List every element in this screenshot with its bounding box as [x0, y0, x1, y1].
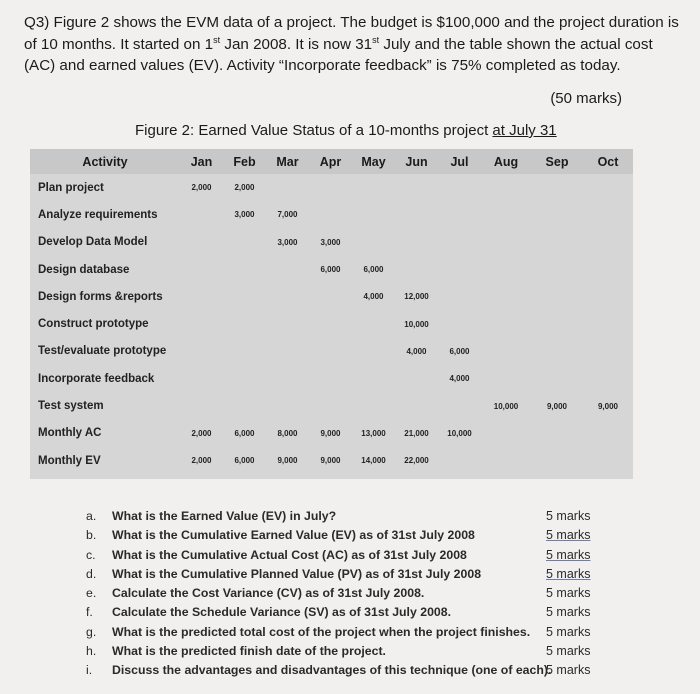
- table-row: [30, 392, 633, 419]
- value-cell: [352, 392, 395, 419]
- question-item: [86, 565, 646, 584]
- value-cell: [531, 229, 583, 256]
- value-cell: 7,000: [277, 210, 298, 220]
- activity-name: Design database: [38, 263, 130, 276]
- value-cell: [180, 201, 223, 228]
- value-cell: 3,000: [277, 237, 298, 247]
- value-cell: 4,000: [449, 374, 470, 384]
- value-cell: 22,000: [404, 456, 429, 466]
- value-cell: [180, 310, 223, 337]
- question-letter: b.: [86, 528, 97, 543]
- value-cell: 3,000: [320, 237, 341, 247]
- value-cell: [309, 174, 352, 201]
- header-month: Mar: [266, 149, 309, 174]
- value-cell: [481, 256, 531, 283]
- question-marks: 5 marks: [546, 547, 591, 562]
- value-cell: [481, 338, 531, 365]
- header-month: Jun: [395, 149, 438, 174]
- value-cell: [352, 174, 395, 201]
- value-cell: [223, 310, 266, 337]
- question-marks: 5 marks: [546, 605, 591, 620]
- intro-text-1: Q3) Figure 2 shows the EVM data of a project. The budget is $100,000 and the project duration is of 10 months. It started on 1: [24, 14, 679, 53]
- value-cell: [583, 174, 633, 201]
- value-cell: [583, 256, 633, 283]
- table-row: [30, 283, 633, 310]
- value-cell: [583, 447, 633, 474]
- question-letter: f.: [86, 605, 93, 620]
- question-marks: 5 marks: [546, 663, 591, 678]
- value-cell: [352, 338, 395, 365]
- value-cell: [531, 201, 583, 228]
- value-cell: [309, 201, 352, 228]
- header-month: Oct: [583, 149, 633, 174]
- value-cell: 6,000: [234, 456, 255, 466]
- value-cell: 9,000: [277, 456, 298, 466]
- value-cell: 6,000: [320, 265, 341, 275]
- question-marks: 5 marks: [546, 528, 591, 543]
- value-cell: [266, 392, 309, 419]
- value-cell: [583, 338, 633, 365]
- value-cell: 10,000: [493, 401, 519, 411]
- value-cell: [395, 365, 438, 392]
- intro-sup-1: st: [213, 34, 221, 45]
- activity-name: Analyze requirements: [38, 208, 158, 221]
- question-text: What is the predicted total cost of the project when the project finishes.: [112, 624, 531, 639]
- value-cell: 9,000: [320, 428, 341, 438]
- question-text: What is the Earned Value (EV) in July?: [112, 509, 337, 523]
- value-cell: [531, 365, 583, 392]
- value-cell: [180, 365, 223, 392]
- table-row: [30, 201, 633, 228]
- header-month: Apr: [309, 149, 352, 174]
- value-cell: 8,000: [277, 428, 298, 438]
- value-cell: [395, 256, 438, 283]
- question-item: [86, 526, 646, 545]
- value-cell: [438, 229, 481, 256]
- activity-name: Design forms &reports: [38, 290, 163, 303]
- question-marks: 5 marks: [546, 566, 591, 581]
- value-cell: [223, 338, 266, 365]
- evm-table-container: [30, 149, 633, 479]
- table-row: [30, 229, 633, 256]
- value-cell: [481, 365, 531, 392]
- value-cell: [438, 447, 481, 474]
- question-intro: [24, 12, 684, 77]
- question-letter: a.: [86, 509, 97, 523]
- question-letter: i.: [86, 663, 93, 678]
- value-cell: [531, 338, 583, 365]
- header-month: Feb: [223, 149, 266, 174]
- question-text: Calculate the Cost Variance (CV) as of 31st July 2008.: [112, 586, 425, 601]
- table-body: [30, 174, 633, 474]
- value-cell: 21,000: [404, 428, 429, 438]
- value-cell: [309, 283, 352, 310]
- activity-name: Plan project: [38, 181, 104, 194]
- figure-title-underlined: at July 31: [492, 122, 557, 139]
- value-cell: [481, 310, 531, 337]
- header-month: May: [352, 149, 395, 174]
- table-row: [30, 365, 633, 392]
- value-cell: [309, 310, 352, 337]
- question-item: [86, 546, 646, 565]
- activity-name: Construct prototype: [38, 318, 149, 331]
- table-row: [30, 174, 633, 201]
- question-item: [86, 507, 646, 526]
- value-cell: [180, 256, 223, 283]
- value-cell: [266, 310, 309, 337]
- value-cell: [180, 229, 223, 256]
- table-header-row: [30, 149, 633, 174]
- value-cell: [180, 283, 223, 310]
- question-letter: c.: [86, 547, 96, 562]
- value-cell: [309, 365, 352, 392]
- table-row: [30, 420, 633, 447]
- table-row: [30, 256, 633, 283]
- question-text: Discuss the advantages and disadvantages of this technique (one of each).: [112, 663, 552, 678]
- question-item: [86, 661, 646, 680]
- value-cell: [531, 283, 583, 310]
- question-letter: d.: [86, 566, 97, 581]
- figure-title: [135, 122, 557, 139]
- question-item: [86, 584, 646, 603]
- value-cell: [481, 201, 531, 228]
- table-row: [30, 447, 633, 474]
- question-letter: h.: [86, 644, 97, 659]
- value-cell: 9,000: [597, 401, 619, 411]
- value-cell: [481, 420, 531, 447]
- header-month: Sep: [531, 149, 583, 174]
- value-cell: [266, 174, 309, 201]
- value-cell: 4,000: [406, 346, 427, 356]
- table-row: [30, 310, 633, 337]
- value-cell: [266, 256, 309, 283]
- value-cell: [583, 283, 633, 310]
- value-cell: 14,000: [361, 456, 386, 466]
- value-cell: [531, 447, 583, 474]
- question-marks: 5 marks: [546, 586, 591, 601]
- figure-title-prefix: Figure 2: Earned Value Status of a 10-months project: [135, 122, 493, 139]
- value-cell: [438, 256, 481, 283]
- value-cell: [481, 283, 531, 310]
- value-cell: [266, 283, 309, 310]
- activity-name: Monthly AC: [38, 427, 102, 440]
- activity-name: Test system: [38, 400, 104, 413]
- value-cell: 2,000: [234, 183, 255, 193]
- value-cell: 2,000: [191, 428, 212, 438]
- value-cell: 12,000: [404, 292, 429, 302]
- value-cell: [395, 201, 438, 228]
- value-cell: [352, 201, 395, 228]
- value-cell: [223, 229, 266, 256]
- value-cell: [223, 365, 266, 392]
- value-cell: [583, 229, 633, 256]
- question-item: [86, 642, 646, 661]
- value-cell: 6,000: [363, 265, 384, 275]
- value-cell: [583, 310, 633, 337]
- questions-list: [86, 507, 646, 681]
- total-marks: (50 marks): [550, 90, 622, 107]
- question-marks: 5 marks: [546, 509, 591, 523]
- header-activity: Activity: [30, 149, 180, 174]
- value-cell: [309, 392, 352, 419]
- value-cell: [438, 174, 481, 201]
- activity-name: Monthly EV: [38, 454, 101, 467]
- value-cell: 6,000: [234, 428, 255, 438]
- question-text: What is the Cumulative Planned Value (PV) as of 31st July 2008: [112, 566, 482, 581]
- value-cell: 10,000: [404, 319, 429, 329]
- header-month: Aug: [481, 149, 531, 174]
- value-cell: [395, 392, 438, 419]
- value-cell: [531, 420, 583, 447]
- header-month: Jan: [180, 149, 223, 174]
- value-cell: [266, 338, 309, 365]
- value-cell: [583, 201, 633, 228]
- value-cell: [438, 201, 481, 228]
- value-cell: [481, 447, 531, 474]
- value-cell: [438, 283, 481, 310]
- evm-table: [30, 149, 633, 474]
- value-cell: [531, 256, 583, 283]
- value-cell: [180, 392, 223, 419]
- value-cell: [266, 365, 309, 392]
- value-cell: 13,000: [361, 428, 386, 438]
- value-cell: [438, 310, 481, 337]
- question-marks: 5 marks: [546, 644, 591, 659]
- value-cell: 2,000: [191, 456, 212, 466]
- question-marks: 5 marks: [546, 624, 591, 639]
- value-cell: 6,000: [449, 346, 470, 356]
- value-cell: [583, 420, 633, 447]
- intro-text-3: July and the table shown the actual cost (AC) and earned values (EV). Activity “Incorporate feedback” is 75% completed as today.: [24, 35, 653, 74]
- value-cell: 9,000: [320, 456, 341, 466]
- intro-text-2: Jan 2008. It is now 31: [220, 35, 373, 53]
- value-cell: [395, 174, 438, 201]
- value-cell: [531, 174, 583, 201]
- activity-name: Develop Data Model: [38, 236, 148, 249]
- question-text: Calculate the Schedule Variance (SV) as of 31st July 2008.: [112, 605, 451, 620]
- value-cell: [223, 392, 266, 419]
- value-cell: [223, 256, 266, 283]
- value-cell: [352, 365, 395, 392]
- question-text: What is the predicted finish date of the project.: [112, 644, 386, 659]
- value-cell: [395, 229, 438, 256]
- value-cell: [352, 229, 395, 256]
- value-cell: [180, 338, 223, 365]
- question-letter: g.: [86, 624, 97, 639]
- question-item: [86, 603, 646, 622]
- question-letter: e.: [86, 586, 97, 601]
- value-cell: [352, 310, 395, 337]
- table-row: [30, 338, 633, 365]
- question-text: What is the Cumulative Earned Value (EV) as of 31st July 2008: [112, 528, 475, 543]
- value-cell: [309, 338, 352, 365]
- activity-name: Test/evaluate prototype: [38, 345, 167, 358]
- value-cell: 9,000: [546, 401, 568, 411]
- value-cell: [531, 310, 583, 337]
- activity-name: Incorporate feedback: [38, 372, 155, 385]
- value-cell: [583, 365, 633, 392]
- value-cell: 2,000: [191, 183, 212, 193]
- header-month: Jul: [438, 149, 481, 174]
- value-cell: 3,000: [234, 210, 255, 220]
- value-cell: [223, 283, 266, 310]
- intro-sup-2: st: [372, 34, 380, 45]
- question-text: What is the Cumulative Actual Cost (AC) as of 31st July 2008: [112, 547, 467, 562]
- value-cell: [481, 229, 531, 256]
- value-cell: [438, 392, 481, 419]
- value-cell: 4,000: [363, 292, 384, 302]
- value-cell: [481, 174, 531, 201]
- value-cell: 10,000: [447, 428, 472, 438]
- question-item: [86, 623, 646, 642]
